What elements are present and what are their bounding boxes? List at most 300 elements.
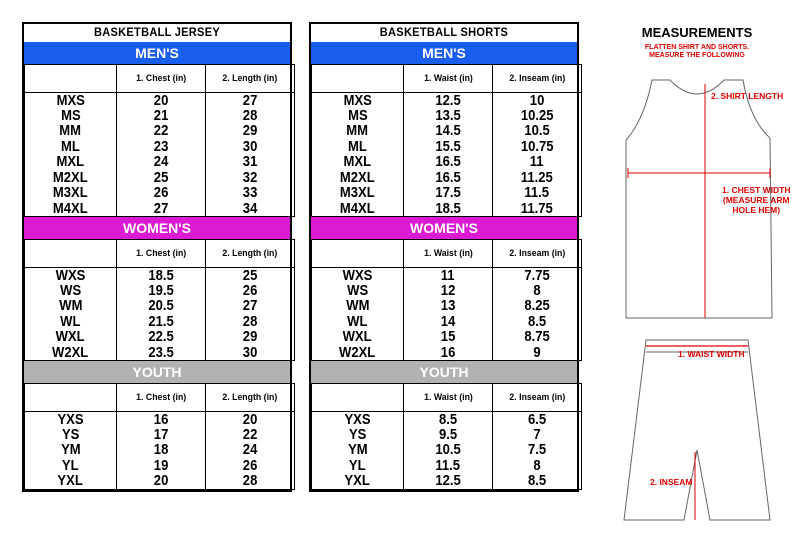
- measurements-panel: [600, 0, 794, 553]
- measure-cell: [206, 186, 295, 202]
- size-cell: [25, 345, 117, 361]
- column-header: [404, 240, 493, 268]
- cell-value: ML: [348, 138, 367, 155]
- measure-cell: [117, 314, 206, 330]
- table-row: [25, 314, 295, 330]
- cell-value: 19: [153, 457, 169, 474]
- measure-cell: [117, 124, 206, 140]
- cell-value: YM: [347, 442, 368, 459]
- table-row: [25, 155, 295, 171]
- column-header: [206, 240, 295, 268]
- table-row: [312, 139, 582, 155]
- table-row: [312, 170, 582, 186]
- measure-cell: [493, 412, 582, 428]
- size-column-header: [312, 240, 404, 268]
- shorts-section-men-header: MEN'S: [311, 42, 577, 64]
- size-cell: [25, 268, 117, 284]
- cell-value: MS: [347, 107, 368, 124]
- size-cell: [312, 412, 404, 428]
- cell-value: 26: [242, 282, 258, 299]
- cell-value: 22: [153, 123, 169, 140]
- measure-cell: [117, 330, 206, 346]
- size-column-header: [25, 384, 117, 412]
- cell-value: YXS: [344, 411, 371, 428]
- measure-cell: [206, 155, 295, 171]
- cell-value: 21: [153, 107, 169, 124]
- cell-value: 24: [153, 154, 169, 171]
- cell-value: 21.5: [148, 313, 174, 330]
- size-column-header: [312, 65, 404, 93]
- table-row: [25, 474, 295, 490]
- cell-value: 19.5: [148, 282, 174, 299]
- column-header: [493, 384, 582, 412]
- jersey-section-women-header: WOMEN'S: [24, 217, 290, 239]
- size-cell: [25, 201, 117, 217]
- column-header: [404, 384, 493, 412]
- cell-value: 32: [242, 169, 258, 186]
- jersey-size-chart: [22, 22, 292, 492]
- shorts-outline: [624, 340, 770, 520]
- size-cell: [25, 108, 117, 124]
- column-header-text: 2. Length (in): [222, 73, 278, 84]
- table-row: [25, 170, 295, 186]
- table-row: [312, 427, 582, 443]
- measure-cell: [206, 443, 295, 459]
- cell-value: M3XL: [340, 185, 375, 202]
- shorts-women-table: [311, 239, 582, 361]
- cell-value: 10.25: [520, 107, 554, 124]
- table-row: [312, 186, 582, 202]
- cell-value: YL: [349, 457, 366, 474]
- table-row: [25, 201, 295, 217]
- cell-value: WXL: [56, 329, 85, 346]
- cell-value: 13: [440, 298, 456, 315]
- size-cell: [312, 314, 404, 330]
- measure-cell: [404, 458, 493, 474]
- measure-cell: [117, 268, 206, 284]
- size-cell: [25, 139, 117, 155]
- table-row: [312, 108, 582, 124]
- measure-cell: [404, 412, 493, 428]
- measure-cell: [493, 345, 582, 361]
- size-cell: [312, 268, 404, 284]
- cell-value: 11.25: [521, 169, 553, 186]
- garment-diagrams: [600, 0, 794, 553]
- size-cell: [312, 139, 404, 155]
- cell-value: 15: [440, 329, 456, 346]
- table-row: [312, 345, 582, 361]
- measure-cell: [117, 108, 206, 124]
- measure-cell: [117, 412, 206, 428]
- size-cell: [25, 124, 117, 140]
- table-row: [25, 283, 295, 299]
- cell-value: 34: [242, 200, 258, 217]
- measure-cell: [493, 330, 582, 346]
- size-cell: [25, 314, 117, 330]
- table-row: [312, 283, 582, 299]
- measure-cell: [404, 124, 493, 140]
- measure-cell: [404, 330, 493, 346]
- cell-value: 18.5: [435, 200, 461, 217]
- measure-cell: [206, 427, 295, 443]
- cell-value: 25: [242, 267, 258, 284]
- cell-value: 33: [242, 185, 258, 202]
- inseam-label: 2. INSEAM: [650, 477, 693, 487]
- column-header-row: [25, 240, 295, 268]
- column-header-text: 1. Waist (in): [423, 392, 473, 403]
- measure-cell: [206, 124, 295, 140]
- cell-value: 22.5: [148, 329, 174, 346]
- cell-value: MM: [346, 123, 369, 140]
- cell-value: 17: [153, 426, 169, 443]
- cell-value: YS: [61, 426, 80, 443]
- measure-cell: [404, 314, 493, 330]
- size-column-header: [25, 65, 117, 93]
- shorts-youth-table: [311, 383, 582, 490]
- cell-value: 31: [242, 154, 258, 171]
- size-cell: [312, 330, 404, 346]
- cell-value: 28: [242, 473, 258, 489]
- measure-cell: [117, 139, 206, 155]
- size-cell: [312, 170, 404, 186]
- measure-cell: [206, 201, 295, 217]
- cell-value: 27: [153, 200, 169, 217]
- cell-value: 15.5: [435, 138, 461, 155]
- column-header-text: 2. Inseam (in): [509, 392, 565, 403]
- size-cell: [312, 155, 404, 171]
- measure-cell: [206, 93, 295, 109]
- size-cell: [25, 330, 117, 346]
- cell-value: WS: [59, 282, 82, 299]
- cell-value: 13.5: [435, 107, 461, 124]
- cell-value: MM: [59, 123, 82, 140]
- cell-value: 8: [533, 282, 541, 299]
- cell-value: 12.5: [435, 473, 461, 489]
- cell-value: MXL: [56, 154, 85, 171]
- measurements-subtitle-line-2: MEASURE THE FOLLOWING: [649, 52, 745, 59]
- measure-cell: [493, 186, 582, 202]
- cell-value: 30: [242, 138, 258, 155]
- cell-value: 11: [530, 154, 544, 171]
- chest-width-label: [722, 185, 790, 215]
- chest-width-label-line-1: 1. CHEST WIDTH: [722, 185, 791, 195]
- table-row: [312, 268, 582, 284]
- measure-cell: [206, 139, 295, 155]
- shorts-section-women-header: WOMEN'S: [311, 217, 577, 239]
- cell-value: 25: [153, 169, 169, 186]
- cell-value: 29: [242, 329, 258, 346]
- cell-value: 26: [153, 185, 169, 202]
- jersey-section-men-header: MEN'S: [24, 42, 290, 64]
- chest-width-label-line-2: (MEASURE ARM: [722, 195, 790, 205]
- measure-cell: [493, 93, 582, 109]
- measure-cell: [206, 108, 295, 124]
- table-row: [312, 412, 582, 428]
- shorts-size-chart: [309, 22, 579, 492]
- waist-width-label: 1. WAIST WIDTH: [678, 349, 745, 359]
- table-row: [25, 186, 295, 202]
- cell-value: YS: [348, 426, 367, 443]
- table-row: [312, 443, 582, 459]
- column-header-text: 1. Chest (in): [135, 73, 187, 84]
- cell-value: 20.5: [148, 298, 174, 315]
- cell-value: W2XL: [339, 344, 376, 361]
- table-row: [312, 93, 582, 109]
- measure-cell: [404, 345, 493, 361]
- size-cell: [312, 443, 404, 459]
- size-cell: [25, 283, 117, 299]
- measure-cell: [206, 299, 295, 315]
- size-cell: [312, 201, 404, 217]
- cell-value: 23.5: [148, 344, 174, 361]
- cell-value: 10.5: [435, 442, 461, 459]
- cell-value: 18: [153, 442, 169, 459]
- cell-value: M2XL: [340, 169, 375, 186]
- cell-value: 20: [153, 92, 169, 109]
- cell-value: MXS: [343, 92, 372, 109]
- cell-value: 8.5: [527, 473, 547, 489]
- measure-cell: [206, 345, 295, 361]
- column-header-row: [25, 384, 295, 412]
- size-column-header: [25, 240, 117, 268]
- cell-value: 18.5: [148, 267, 174, 284]
- measure-cell: [404, 139, 493, 155]
- size-cell: [25, 412, 117, 428]
- cell-value: MXL: [343, 154, 372, 171]
- measure-cell: [493, 139, 582, 155]
- cell-value: MXS: [56, 92, 85, 109]
- cell-value: 26: [242, 457, 258, 474]
- size-cell: [25, 170, 117, 186]
- cell-value: 8.5: [438, 411, 458, 428]
- size-cell: [25, 458, 117, 474]
- table-row: [312, 458, 582, 474]
- table-row: [312, 330, 582, 346]
- cell-value: MS: [60, 107, 81, 124]
- size-cell: [312, 124, 404, 140]
- size-cell: [312, 283, 404, 299]
- cell-value: 24: [242, 442, 258, 459]
- column-header: [404, 65, 493, 93]
- column-header-text: 1. Chest (in): [135, 392, 187, 403]
- table-row: [25, 427, 295, 443]
- shorts-men-table: [311, 64, 582, 217]
- cell-value: 29: [242, 123, 258, 140]
- table-row: [25, 108, 295, 124]
- table-row: [312, 124, 582, 140]
- cell-value: 14.5: [435, 123, 461, 140]
- measure-cell: [404, 443, 493, 459]
- size-cell: [312, 345, 404, 361]
- column-header-text: 2. Length (in): [222, 392, 278, 403]
- column-header: [493, 240, 582, 268]
- cell-value: 10: [529, 92, 545, 109]
- measure-cell: [493, 474, 582, 490]
- cell-value: 23: [153, 138, 169, 155]
- shorts-section-youth-header: YOUTH: [311, 361, 577, 383]
- column-header-row: [312, 240, 582, 268]
- measure-cell: [493, 201, 582, 217]
- measure-cell: [404, 108, 493, 124]
- size-cell: [25, 93, 117, 109]
- size-cell: [25, 186, 117, 202]
- jersey-women-table: [24, 239, 295, 361]
- size-cell: [312, 93, 404, 109]
- table-row: [312, 314, 582, 330]
- cell-value: 9.5: [438, 426, 458, 443]
- measure-cell: [493, 268, 582, 284]
- cell-value: YXS: [57, 411, 84, 428]
- cell-value: M2XL: [53, 169, 88, 186]
- jersey-chart-title: BASKETBALL JERSEY: [35, 24, 280, 42]
- cell-value: 16.5: [435, 154, 461, 171]
- table-row: [312, 474, 582, 490]
- cell-value: 16: [440, 344, 456, 361]
- cell-value: 20: [153, 473, 169, 489]
- measure-cell: [404, 268, 493, 284]
- measure-cell: [493, 283, 582, 299]
- column-header-row: [312, 384, 582, 412]
- measure-cell: [206, 474, 295, 490]
- measure-cell: [206, 314, 295, 330]
- cell-value: 20: [242, 411, 258, 428]
- measure-cell: [404, 474, 493, 490]
- table-row: [25, 268, 295, 284]
- table-row: [25, 93, 295, 109]
- cell-value: YXL: [57, 473, 84, 489]
- measure-cell: [117, 345, 206, 361]
- cell-value: 8.75: [524, 329, 550, 346]
- cell-value: 16.5: [435, 169, 461, 186]
- measure-cell: [493, 170, 582, 186]
- measure-cell: [493, 108, 582, 124]
- cell-value: M4XL: [340, 200, 375, 217]
- measure-cell: [493, 299, 582, 315]
- measure-cell: [117, 186, 206, 202]
- cell-value: 10.5: [524, 123, 550, 140]
- size-cell: [312, 108, 404, 124]
- cell-value: M4XL: [53, 200, 88, 217]
- measure-cell: [117, 201, 206, 217]
- cell-value: WS: [346, 282, 369, 299]
- table-row: [25, 412, 295, 428]
- cell-value: WXS: [55, 267, 86, 284]
- measure-cell: [206, 458, 295, 474]
- size-cell: [312, 427, 404, 443]
- measure-cell: [493, 443, 582, 459]
- measure-cell: [117, 443, 206, 459]
- size-cell: [25, 155, 117, 171]
- table-row: [25, 139, 295, 155]
- size-cell: [25, 474, 117, 490]
- measure-cell: [117, 170, 206, 186]
- column-header-text: 1. Chest (in): [135, 248, 187, 259]
- size-cell: [312, 458, 404, 474]
- measure-cell: [493, 155, 582, 171]
- measure-cell: [404, 93, 493, 109]
- size-cell: [25, 427, 117, 443]
- cell-value: WXL: [343, 329, 372, 346]
- table-row: [25, 345, 295, 361]
- size-cell: [25, 443, 117, 459]
- cell-value: WM: [345, 298, 370, 315]
- measure-cell: [117, 299, 206, 315]
- cell-value: YL: [62, 457, 79, 474]
- size-cell: [25, 299, 117, 315]
- size-cell: [312, 474, 404, 490]
- column-header: [117, 240, 206, 268]
- column-header-text: 2. Length (in): [222, 248, 278, 259]
- column-header: [206, 65, 295, 93]
- measure-cell: [404, 155, 493, 171]
- measure-cell: [206, 412, 295, 428]
- cell-value: 11: [441, 267, 455, 284]
- cell-value: 11.75: [521, 200, 553, 217]
- cell-value: 27: [242, 298, 258, 315]
- measure-cell: [404, 186, 493, 202]
- cell-value: 28: [242, 107, 258, 124]
- measure-cell: [404, 201, 493, 217]
- column-header-text: 2. Inseam (in): [509, 73, 565, 84]
- cell-value: WL: [60, 313, 81, 330]
- measure-cell: [117, 474, 206, 490]
- cell-value: 27: [242, 92, 258, 109]
- column-header-text: 2. Inseam (in): [509, 248, 565, 259]
- measure-cell: [117, 427, 206, 443]
- table-row: [25, 124, 295, 140]
- column-header: [493, 65, 582, 93]
- cell-value: YM: [60, 442, 81, 459]
- table-row: [312, 201, 582, 217]
- table-row: [25, 299, 295, 315]
- cell-value: M3XL: [53, 185, 88, 202]
- cell-value: YXL: [344, 473, 371, 489]
- cell-value: 7: [533, 426, 541, 443]
- measure-cell: [117, 458, 206, 474]
- cell-value: 11.5: [435, 457, 461, 474]
- cell-value: 8.25: [524, 298, 550, 315]
- measurements-title: MEASUREMENTS: [641, 25, 753, 40]
- cell-value: WM: [58, 298, 83, 315]
- size-cell: [312, 299, 404, 315]
- chest-width-label-line-3: HOLE HEM): [732, 205, 781, 215]
- measure-cell: [117, 283, 206, 299]
- measure-cell: [206, 283, 295, 299]
- cell-value: W2XL: [52, 344, 89, 361]
- column-header-text: 1. Waist (in): [423, 248, 473, 259]
- cell-value: 11.5: [524, 185, 550, 202]
- jersey-men-table: [24, 64, 295, 217]
- table-row: [312, 155, 582, 171]
- table-row: [25, 330, 295, 346]
- measurements-subtitle-line-1: FLATTEN SHIRT AND SHORTS.: [644, 44, 750, 51]
- jersey-section-youth-header: YOUTH: [24, 361, 290, 383]
- cell-value: WL: [347, 313, 368, 330]
- cell-value: 9: [533, 344, 541, 361]
- measure-cell: [404, 299, 493, 315]
- cell-value: 16: [153, 411, 169, 428]
- cell-value: 8.5: [527, 313, 547, 330]
- cell-value: 17.5: [435, 185, 461, 202]
- measure-cell: [493, 124, 582, 140]
- measure-cell: [404, 427, 493, 443]
- column-header-row: [312, 65, 582, 93]
- size-cell: [312, 186, 404, 202]
- column-header: [206, 384, 295, 412]
- shirt-length-label: 2. SHIRT LENGTH: [711, 91, 784, 101]
- column-header-row: [25, 65, 295, 93]
- table-row: [25, 458, 295, 474]
